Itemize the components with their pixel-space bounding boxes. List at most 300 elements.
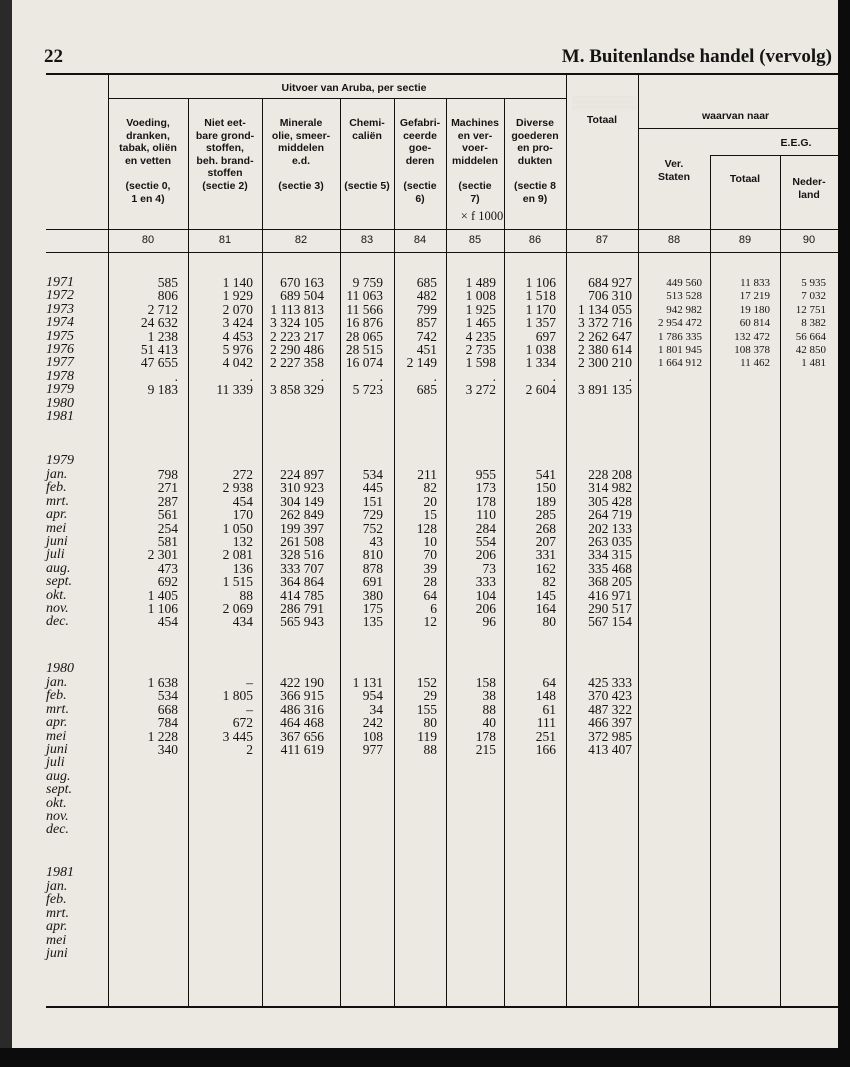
row-label-year: 1974 [46,315,74,331]
row-label-year: 1979 [46,382,74,398]
table-cell: . [552,368,556,384]
table-cell: 6 [430,601,437,616]
column-code: 84 [413,234,427,246]
table-cell: 335 468 [588,560,632,576]
row-label-month: apr. [46,507,68,523]
table-cell: 955 [475,467,496,482]
row-label-month: juni [46,946,68,961]
column-header-label: Diverse [516,117,554,129]
table-cell: 2 [246,742,253,757]
table-cell: 16 074 [345,355,383,371]
table-cell: 416 971 [588,587,632,603]
table-cell: 2 954 472 [658,317,702,330]
table-cell: 977 [362,742,383,757]
table-cell: 2 262 647 [578,328,632,344]
table-cell: 287 [157,493,178,509]
table-cell: 119 [417,728,437,744]
document-page [12,0,838,1048]
table-cell: 422 190 [280,675,324,690]
table-cell: . [249,368,253,384]
table-cell: 434 [232,614,253,630]
table-cell: 272 [232,467,253,482]
table-cell: 372 985 [588,728,632,744]
table-cell: 104 [475,587,496,603]
row-label-month: juni [46,742,68,757]
column-header-label: bare grond- [195,129,255,142]
table-cell: 581 [157,534,178,549]
row-label-month: aug. [46,560,71,576]
row-label-month: mei [46,728,67,744]
column-header-label: olie, smeer- [271,129,331,142]
table-cell: 340 [157,742,178,757]
row-label-year: 1972 [46,288,74,304]
table-cell: 285 [535,507,556,523]
table-cell: 806 [157,288,178,304]
table-cell: 43 [369,534,383,549]
table-cell: 215 [475,742,496,757]
table-cell: 251 [535,728,556,744]
row-label-month: feb. [46,688,67,704]
table-cell: 19 180 [739,303,770,316]
table-cell: . [628,368,632,384]
table-cell: 178 [475,728,496,744]
table-cell: 152 [416,675,437,690]
eeg-header: E.E.G. [780,137,812,149]
unit-label: × f 1000 [460,209,504,223]
scan-right-edge [838,0,850,1067]
table-cell: 150 [535,480,556,496]
table-cell: 1 664 912 [658,357,702,370]
column-header-sectie: (sectie 0, [125,180,171,192]
table-cell: 11 833 [740,277,770,289]
row-label-year: 1971 [46,275,74,290]
table-cell: 541 [535,467,556,482]
table-cell: 425 333 [588,675,632,690]
row-label-month: sept. [46,782,73,798]
table-cell: 331 [535,547,556,563]
table-cell: . [379,368,383,384]
table-cell: 1 106 [525,275,556,290]
table-cell: 1 925 [465,301,496,317]
table-cell: 1 929 [222,288,253,304]
row-label-month: jan. [46,879,68,894]
table-cell: 206 [475,547,496,563]
table-cell: 108 378 [734,344,770,356]
table-cell: 1 518 [525,288,556,304]
column-header-sectie: en 9) [522,192,548,205]
table-cell: 175 [362,601,383,616]
table-cell: 672 [232,715,253,731]
row-label-month: dec. [46,614,69,630]
column-header-label: dukten [517,154,553,167]
column-header-label: Chemi- [349,117,385,129]
table-cell: 697 [535,328,556,344]
column-header-sectie: 6) [415,192,425,205]
table-cell: 11 566 [346,301,383,317]
table-cell: 3 324 105 [270,315,324,331]
table-cell: 368 205 [588,574,632,590]
table-cell: 7 032 [801,290,826,303]
table-cell: 364 864 [280,574,324,590]
table-cell: 135 [362,614,383,630]
table-cell: 286 791 [280,601,324,616]
table-cell: 784 [157,715,178,731]
table-cell: 3 445 [222,728,253,744]
table-cell: 554 [475,534,496,549]
rule-code-top [46,229,838,230]
table-cell: 10 [423,534,437,549]
table-cell: 128 [416,520,437,536]
table-cell: 565 943 [280,614,324,630]
table-cell: 1 465 [465,315,496,331]
table-cell: 445 [362,480,383,496]
table-cell: 178 [475,493,496,509]
row-label-month: okt. [46,795,67,811]
table-cell: 40 [482,715,496,731]
column-header-label: Neder- [792,176,826,188]
table-cell: 1 489 [465,275,496,290]
page-title: M. Buitenlandse handel (vervolg) [561,46,832,67]
table-cell: 513 528 [666,290,702,303]
table-cell: 88 [482,701,496,717]
table-cell: 166 [535,742,556,757]
table-cell: 34 [369,701,383,717]
table-cell: 668 [157,701,178,717]
table-cell: 1 140 [222,275,253,290]
table-cell: 88 [239,587,253,603]
table-cell: 1 405 [147,587,178,603]
table-cell: 158 [475,675,496,690]
rule-waarvan [638,128,838,129]
table-cell: . [320,368,324,384]
table-cell: 211 [417,467,437,482]
column-header-sectie: (sectie 5) [344,180,390,192]
column-header-label: goederen [511,129,559,142]
row-label-month: mrt. [46,701,69,717]
table-cell: 411 619 [280,742,324,757]
table-cell: 8 382 [801,317,826,330]
vrule-total-2 [638,73,639,1007]
column-header-label: Ver. [664,158,684,170]
table-cell: 334 315 [588,547,632,563]
table-cell: 82 [423,480,437,496]
row-label-year: 1980 [46,395,74,411]
row-label-month: juli [46,547,65,563]
table-cell: 464 468 [280,715,324,731]
table-cell: 2 300 210 [578,355,632,371]
table-cell: 1 050 [222,520,253,536]
table-cell: 2 223 217 [270,328,324,344]
column-code: 85 [468,234,482,246]
column-header-label: ceerde [403,129,437,142]
table-cell: 1 805 [222,688,253,704]
table-cell: 1 106 [147,601,178,616]
row-label-year: 1978 [46,368,74,384]
column-header-label: beh. brand- [196,154,254,167]
column-header-label: middelen [277,142,325,154]
table-cell: 28 065 [345,328,383,344]
table-cell: 145 [535,587,556,603]
table-cell: 20 [423,493,437,509]
table-cell: 12 [423,614,437,630]
bleed-through: ▒▒▒▒▒▒▒ [572,95,637,110]
table-cell: . [492,368,496,384]
column-header-label: en vetten [124,154,172,167]
row-label-month: nov. [46,601,69,616]
table-cell: 108 [362,728,383,744]
column-header-label: stoffen [207,167,243,179]
table-cell: 9 183 [147,382,178,398]
vrule-nl [780,155,781,1007]
table-cell: 333 707 [280,560,324,576]
row-label-year: 1981 [46,409,74,424]
column-header-sectie: (sectie [403,180,437,192]
table-cell: 2 081 [222,547,253,563]
table-cell: 162 [535,560,556,576]
table-cell: 28 515 [345,342,383,357]
table-cell: 11 339 [216,382,253,398]
table-cell: 1 113 813 [270,301,324,317]
table-cell: 954 [362,688,383,704]
table-cell: 380 [362,587,383,603]
row-label-month: feb. [46,480,67,496]
table-cell: 15 [423,507,437,523]
table-cell: 314 982 [588,480,632,496]
table-cell: 942 982 [666,303,702,316]
table-cell: 12 751 [795,303,826,316]
table-cell: 2 070 [222,301,253,317]
waarvan-header: waarvan naar [702,110,770,122]
table-cell: 692 [157,574,178,590]
table-cell: 691 [362,574,383,590]
table-cell: 561 [157,507,178,523]
column-code: 89 [738,234,752,246]
table-cell: 224 897 [280,467,324,482]
column-header-label: Staten [657,170,691,183]
table-cell: 96 [482,614,496,630]
table-cell: 449 560 [666,277,702,289]
column-header-sectie: 1 en 4) [131,192,165,205]
scan-bottom-edge [0,1048,850,1067]
table-cell: 4 453 [222,328,253,344]
table-cell: 9 759 [352,275,383,290]
table-cell: 42 850 [795,344,826,356]
table-cell: 413 407 [588,742,632,757]
column-code: 83 [360,234,374,246]
column-header-label: middelen [451,154,499,167]
table-cell: – [246,701,253,717]
table-cell: 164 [535,601,556,616]
table-cell: 70 [423,547,437,563]
table-cell: – [246,675,253,690]
vrule-total-1 [566,73,567,1007]
table-cell: 1 008 [465,288,496,304]
table-cell: 486 316 [280,701,324,717]
column-header-sectie: (sectie 3) [278,180,324,192]
table-cell: 132 [232,534,253,549]
table-cell: 29 [423,688,437,704]
row-label-year: 1975 [46,328,74,344]
table-cell: 742 [416,328,437,344]
column-header-sectie: (sectie 8 [513,180,557,192]
column-header-sectie: (sectie 2) [202,180,248,192]
table-cell: . [174,368,178,384]
table-cell: 729 [362,507,383,523]
table-cell: 482 [416,288,437,304]
table-cell: 110 [476,507,496,523]
table-cell: 284 [475,520,496,536]
table-cell: 2 290 486 [270,342,324,357]
table-cell: 189 [535,493,556,509]
table-cell: 670 163 [280,275,324,290]
table-cell: 261 508 [280,534,324,549]
table-cell: 17 219 [739,290,770,303]
table-cell: 3 272 [465,382,496,398]
rule-bottom [46,1006,838,1008]
table-cell: 47 655 [140,355,178,371]
table-cell: 2 604 [525,382,556,398]
table-cell: 1 334 [525,355,556,371]
table-cell: 1 238 [147,328,178,344]
row-label-month: jan. [46,675,68,690]
vrule-eeg [710,155,711,1007]
table-cell: 88 [423,742,437,757]
table-cell: 1 786 335 [658,330,702,343]
table-cell: 1 131 [352,675,383,690]
column-header-label: Totaal [586,114,618,126]
table-cell: 567 154 [588,614,632,630]
table-cell: 173 [475,480,496,496]
table-cell: 1 801 945 [658,344,702,356]
table-cell: 262 849 [280,507,324,523]
table-cell: 2 938 [222,480,253,496]
table-cell: 3 858 329 [270,382,324,398]
column-header-sectie: 7) [470,192,480,205]
table-cell: 51 413 [140,342,178,357]
row-label-month: aug. [46,768,71,784]
table-cell: 271 [157,480,178,496]
table-cell: 305 428 [588,493,632,509]
table-cell: 685 [416,275,437,290]
table-cell: 1 228 [147,728,178,744]
row-label-month: jan. [46,467,68,482]
table-cell: 64 [542,675,556,690]
table-cell: 64 [423,587,437,603]
column-header-label: e.d. [291,154,311,167]
table-cell: 4 235 [465,328,496,344]
table-cell: 473 [157,560,178,576]
table-cell: 1 638 [147,675,178,690]
table-cell: 170 [232,507,253,523]
column-header-label: Niet eet- [204,117,246,129]
table-cell: 263 035 [588,534,632,549]
table-cell: 151 [362,493,383,509]
column-header-label: Voeding, [126,117,170,129]
scan-left-edge [0,0,12,1067]
table-cell: 202 133 [588,520,632,536]
rule-top [46,73,838,75]
table-cell: 132 472 [734,330,770,343]
table-cell: 451 [416,342,437,357]
row-label-year: 1976 [46,342,74,357]
rule-code-bottom [46,252,838,253]
table-cell: 24 632 [140,315,178,331]
column-code: 86 [528,234,542,246]
table-cell: 706 310 [588,288,632,304]
table-cell: 80 [423,715,437,731]
row-label-month: juli [46,755,65,771]
table-cell: 264 719 [588,507,632,523]
table-cell: 367 656 [280,728,324,744]
column-header-label: Totaal [729,173,761,185]
table-cell: 16 876 [345,315,383,331]
table-cell: 685 [416,382,437,398]
table-cell: 254 [157,520,178,536]
table-cell: 799 [416,301,437,317]
table-cell: 39 [423,560,437,576]
row-label-month: okt. [46,587,67,603]
table-cell: 290 517 [588,601,632,616]
table-cell: 1 598 [465,355,496,371]
block-year-label: 1981 [46,865,74,880]
table-cell: 534 [157,688,178,704]
column-code: 82 [294,234,308,246]
table-cell: 310 923 [280,480,324,496]
row-label-month: dec. [46,822,69,838]
column-header-label: caliën [352,129,382,142]
table-cell: 206 [475,601,496,616]
column-header-label: Minerale [279,117,323,129]
column-header-label: voer- [462,142,488,154]
table-cell: 487 322 [588,701,632,717]
table-cell: 60 814 [739,317,770,330]
column-header-label: en ver- [457,129,493,142]
table-cell: 3 891 135 [578,382,632,398]
table-cell: 689 504 [280,288,324,304]
table-cell: 454 [157,614,178,630]
column-header-label: Gefabri- [399,117,441,129]
column-code: 87 [595,234,609,246]
table-cell: 684 927 [588,275,632,290]
rule-eeg [710,155,838,156]
rule-group [108,98,566,99]
column-header-label: land [798,188,820,201]
column-header-label: dranken, [126,129,170,142]
column-header-label: goe- [408,142,432,154]
table-cell: 199 397 [280,520,324,536]
column-header-label: Machines [451,117,499,129]
table-cell: 3 424 [222,315,253,331]
table-cell: 61 [542,701,556,717]
table-cell: 304 149 [280,493,324,509]
table-cell: 2 712 [147,301,178,317]
table-cell: 28 [423,574,437,590]
table-cell: 207 [535,534,556,549]
table-cell: 73 [482,560,496,576]
table-cell: 2 069 [222,601,253,616]
row-label-month: juni [46,534,68,549]
table-cell: 466 397 [588,715,632,731]
table-cell: 1 038 [525,342,556,357]
row-label-year: 1977 [46,355,74,371]
table-cell: 3 372 716 [578,315,632,331]
table-cell: 810 [362,547,383,563]
row-label-year: 1973 [46,301,74,317]
column-header-label: en pro- [517,142,553,154]
column-header-label: stoffen, [206,142,244,154]
table-cell: 155 [416,701,437,717]
row-label-month: mrt. [46,493,69,509]
